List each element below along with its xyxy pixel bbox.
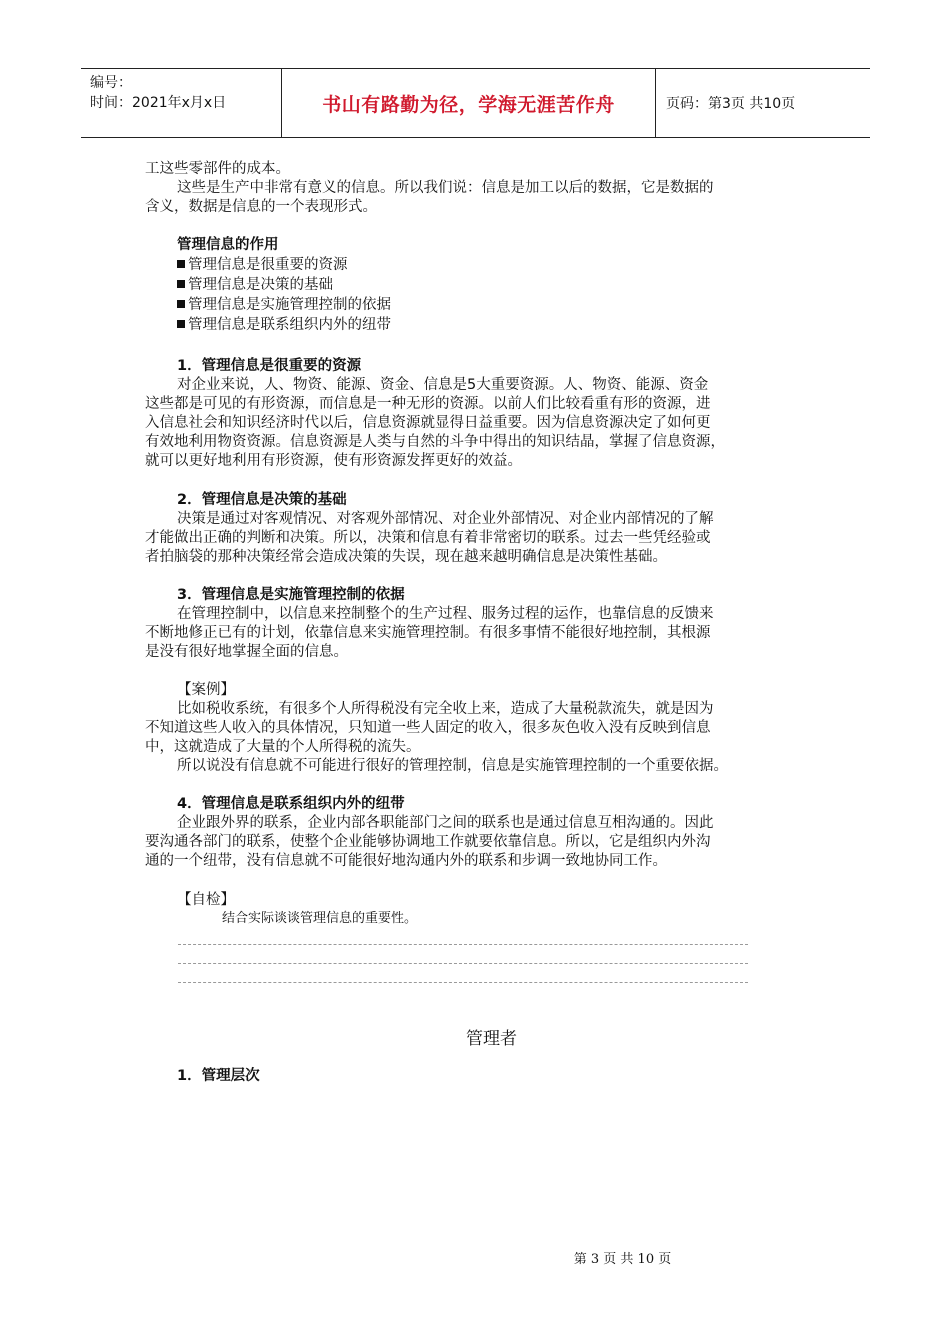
header-page-label: 页码：第3页 共10页 bbox=[666, 96, 796, 112]
document-time-label: 时间：2021年x月x日 bbox=[90, 95, 227, 111]
section-title: 管理者 bbox=[466, 1029, 517, 1049]
header-page-cell bbox=[654, 69, 870, 137]
page-header bbox=[81, 68, 870, 138]
paragraph-line: 有效地利用物资资源。信息资源是人类与自然的斗争中得出的知识结晶，掌握了信息资源， bbox=[145, 434, 725, 450]
paragraph-line: 要沟通各部门的联系，使整个企业能够协调地工作就要依靠信息。所以，它是组织内外沟 bbox=[145, 834, 711, 850]
answer-line bbox=[178, 963, 748, 964]
paragraph-line: 不断地修正已有的计划，依靠信息来实施管理控制。有很多事情不能很好地控制，其根源 bbox=[145, 625, 711, 641]
section-heading: 1．管理信息是很重要的资源 bbox=[177, 358, 362, 374]
header-motto-cell bbox=[281, 69, 656, 137]
list-item: 管理信息是联系组织内外的纽带 bbox=[177, 315, 391, 335]
header-meta-cell bbox=[81, 69, 281, 137]
sub-heading: 1．管理层次 bbox=[177, 1068, 260, 1084]
list-item: 管理信息是很重要的资源 bbox=[177, 255, 348, 275]
bullet-square-icon bbox=[177, 260, 185, 268]
paragraph-line: 者拍脑袋的那种决策经常会造成决策的失误，现在越来越明确信息是决策性基础。 bbox=[145, 549, 667, 565]
paragraph-line: 这些都是可见的有形资源，而信息是一种无形的资源。以前人们比较看重有形的资源，进 bbox=[145, 396, 711, 412]
case-line: 所以说没有信息就不可能进行很好的管理控制，信息是实施管理控制的一个重要依据。 bbox=[177, 758, 728, 774]
intro-line: 含义，数据是信息的一个表现形式。 bbox=[145, 199, 377, 215]
answer-line bbox=[178, 982, 748, 983]
answer-line bbox=[178, 944, 748, 945]
header-motto: 书山有路勤为径，学海无涯苦作舟 bbox=[322, 93, 615, 116]
section-heading: 4．管理信息是联系组织内外的纽带 bbox=[177, 796, 405, 812]
list-item: 管理信息是实施管理控制的依据 bbox=[177, 295, 391, 315]
paragraph-line: 企业跟外界的联系，企业内部各职能部门之间的联系也是通过信息互相沟通的。因此 bbox=[177, 815, 714, 831]
document-number-label: 编号： bbox=[90, 75, 132, 91]
list-item: 管理信息是决策的基础 bbox=[177, 275, 333, 295]
self-check-question: 结合实际谈谈管理信息的重要性。 bbox=[222, 911, 418, 926]
section-heading: 2．管理信息是决策的基础 bbox=[177, 492, 347, 508]
bullet-square-icon bbox=[177, 320, 185, 328]
case-line: 中，这就造成了大量的个人所得税的流失。 bbox=[145, 739, 421, 755]
paragraph-line: 入信息社会和知识经济时代以后，信息资源就显得日益重要。因为信息资源决定了如何更 bbox=[145, 415, 711, 431]
section-heading: 3．管理信息是实施管理控制的依据 bbox=[177, 587, 405, 603]
paragraph-line: 对企业来说，人、物资、能源、资金、信息是5大重要资源。人、物资、能源、资金 bbox=[177, 377, 709, 393]
paragraph-line: 在管理控制中，以信息来控制整个的生产过程、服务过程的运作，也靠信息的反馈来 bbox=[177, 606, 714, 622]
paragraph-line: 就可以更好地利用有形资源，使有形资源发挥更好的效益。 bbox=[145, 453, 522, 469]
bullet-square-icon bbox=[177, 280, 185, 288]
paragraph-line: 才能做出正确的判断和决策。所以，决策和信息有着非常密切的联系。过去一些凭经验或 bbox=[145, 530, 711, 546]
case-line: 不知道这些人收入的具体情况，只知道一些人固定的收入，很多灰色收入没有反映到信息 bbox=[145, 720, 711, 736]
section-heading: 管理信息的作用 bbox=[177, 237, 279, 253]
paragraph-line: 通的一个纽带，没有信息就不可能很好地沟通内外的联系和步调一致地协同工作。 bbox=[145, 853, 667, 869]
bullet-square-icon bbox=[177, 300, 185, 308]
intro-line: 这些是生产中非常有意义的信息。所以我们说：信息是加工以后的数据，它是数据的 bbox=[177, 180, 714, 196]
intro-line: 工这些零部件的成本。 bbox=[145, 161, 290, 177]
case-heading: 【案例】 bbox=[177, 682, 235, 698]
paragraph-line: 是没有很好地掌握全面的信息。 bbox=[145, 644, 348, 660]
page-footer: 第 3 页 共 10 页 bbox=[573, 1252, 672, 1267]
case-line: 比如税收系统，有很多个人所得税没有完全收上来，造成了大量税款流失，就是因为 bbox=[177, 701, 714, 717]
self-check-heading: 【自检】 bbox=[177, 892, 235, 908]
paragraph-line: 决策是通过对客观情况、对客观外部情况、对企业外部情况、对企业内部情况的了解 bbox=[177, 511, 714, 527]
